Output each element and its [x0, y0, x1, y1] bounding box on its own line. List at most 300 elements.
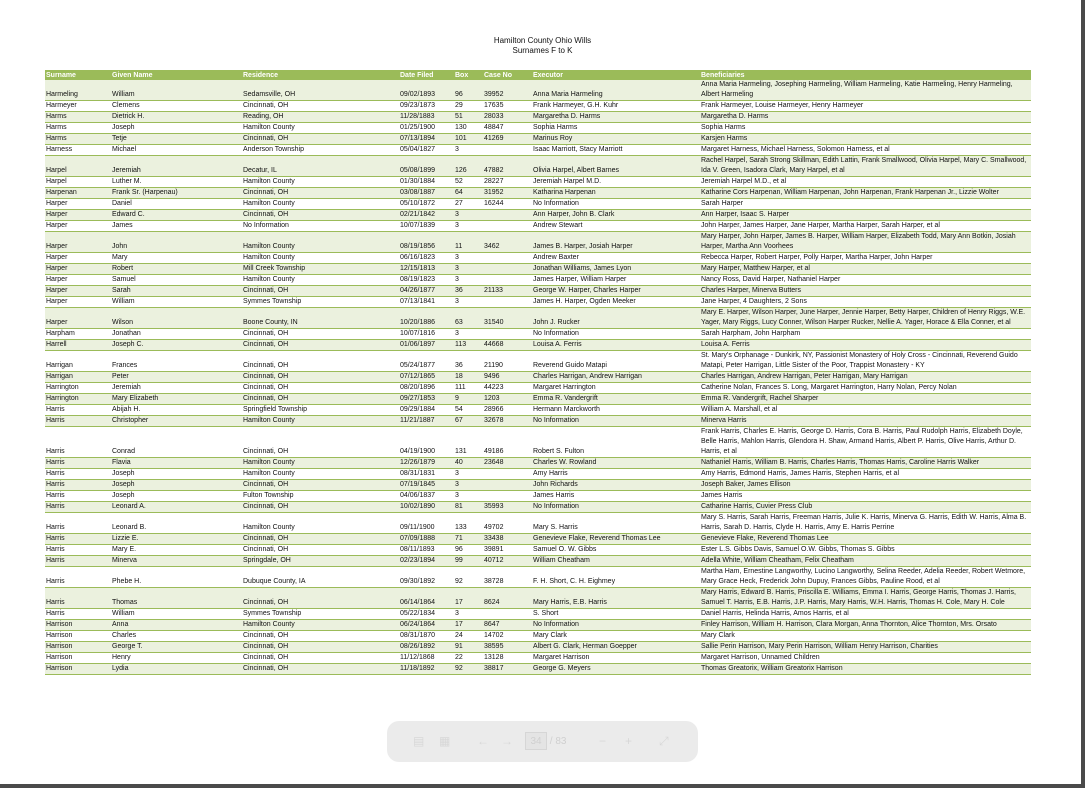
table-row [45, 458, 1031, 469]
cell-given-name: Frances [111, 351, 242, 372]
cell-given-name: Robert [111, 264, 242, 275]
cell-executor: Andrew Baxter [532, 253, 700, 264]
table-row [45, 588, 1031, 609]
cell-box: 131 [454, 427, 483, 458]
cell-executor: James H. Harper, Ogden Meeker [532, 297, 700, 308]
table-row [45, 416, 1031, 427]
cell-box: 29 [454, 101, 483, 112]
cell-residence: Cincinnati, OH [242, 134, 399, 145]
cell-residence: Hamilton County [242, 123, 399, 134]
cell-surname: Harms [45, 123, 111, 134]
cell-surname: Harper [45, 210, 111, 221]
table-row [45, 394, 1031, 405]
cell-beneficiaries: Margaretha D. Harms [700, 112, 1031, 123]
cell-given-name: Michael [111, 145, 242, 156]
cell-surname: Harmeling [45, 80, 111, 101]
cell-date-filed: 03/08/1887 [399, 188, 454, 199]
fit-page-icon[interactable]: ⤢ [659, 734, 669, 748]
cell-beneficiaries: Mary Clark [700, 631, 1031, 642]
cell-executor: S. Short [532, 609, 700, 620]
print-icon[interactable]: ▦ [439, 734, 451, 748]
cell-surname: Harris [45, 588, 111, 609]
cell-surname: Harrison [45, 653, 111, 664]
cell-beneficiaries: James Harris [700, 491, 1031, 502]
cell-residence: Cincinnati, OH [242, 502, 399, 513]
cell-box: 52 [454, 177, 483, 188]
cell-surname: Harms [45, 112, 111, 123]
cell-executor: Isaac Marriott, Stacy Marriott [532, 145, 700, 156]
table-row [45, 253, 1031, 264]
cell-date-filed: 08/19/1856 [399, 232, 454, 253]
cell-residence: Reading, OH [242, 112, 399, 123]
cell-surname: Harris [45, 491, 111, 502]
cell-beneficiaries: Frank Harmeyer, Louise Harmeyer, Henry Harmeyer [700, 101, 1031, 112]
table-row [45, 80, 1031, 101]
cell-given-name: Joseph [111, 469, 242, 480]
cell-beneficiaries: Finley Harrison, William H. Harrison, Clara Morgan, Anna Thornton, Alice Thornton, Mrs. Orsato [700, 620, 1031, 631]
cell-executor: William Cheatham [532, 556, 700, 567]
cell-surname: Harrison [45, 664, 111, 675]
cell-residence: Hamilton County [242, 232, 399, 253]
cell-executor: Margaret Harrison [532, 653, 700, 664]
cell-surname: Harpel [45, 156, 111, 177]
cell-case-no: 31952 [483, 188, 532, 199]
table-row [45, 502, 1031, 513]
cell-residence: Cincinnati, OH [242, 534, 399, 545]
cell-executor: Anna Maria Harmeling [532, 80, 700, 101]
cell-surname: Harris [45, 534, 111, 545]
cell-executor: James Harris [532, 491, 700, 502]
cell-date-filed: 04/19/1900 [399, 427, 454, 458]
cell-date-filed: 11/28/1883 [399, 112, 454, 123]
table-row [45, 631, 1031, 642]
cell-given-name: Wilson [111, 308, 242, 329]
cell-executor: No Information [532, 416, 700, 427]
zoom-in-icon[interactable]: + [625, 734, 633, 748]
cell-executor: No Information [532, 620, 700, 631]
cell-date-filed: 10/07/1816 [399, 329, 454, 340]
cell-residence: Dubuque County, IA [242, 567, 399, 588]
cell-surname: Harris [45, 609, 111, 620]
cell-box: 96 [454, 545, 483, 556]
cell-executor: No Information [532, 199, 700, 210]
cell-executor: Genevieve Flake, Reverend Thomas Lee [532, 534, 700, 545]
cell-residence: Fulton Township [242, 491, 399, 502]
cell-beneficiaries: Thomas Greatorix, William Greatorix Harrison [700, 664, 1031, 675]
table-row [45, 340, 1031, 351]
cell-case-no [483, 210, 532, 221]
cell-case-no [483, 329, 532, 340]
cell-beneficiaries: Ann Harper, Isaac S. Harper [700, 210, 1031, 221]
table-row [45, 134, 1031, 145]
cell-given-name: Christopher [111, 416, 242, 427]
cell-given-name: Joseph [111, 480, 242, 491]
cell-date-filed: 05/22/1834 [399, 609, 454, 620]
table-row [45, 232, 1031, 253]
cell-residence: Symmes Township [242, 609, 399, 620]
cell-case-no [483, 297, 532, 308]
cell-case-no: 28033 [483, 112, 532, 123]
next-page-icon[interactable]: → [501, 734, 513, 748]
cell-beneficiaries: Katharine Cors Harpenan, William Harpenan, John Harpenan, Frank Harpenan Jr., Lizzie Wolter [700, 188, 1031, 199]
cell-given-name: John [111, 232, 242, 253]
cell-case-no [483, 221, 532, 232]
table-row [45, 221, 1031, 232]
cell-date-filed: 09/30/1892 [399, 567, 454, 588]
cell-given-name: Lizzie E. [111, 534, 242, 545]
cell-residence: Cincinnati, OH [242, 480, 399, 491]
cell-case-no: 13128 [483, 653, 532, 664]
cell-given-name: Mary E. [111, 545, 242, 556]
table-row [45, 609, 1031, 620]
cell-executor: Ann Harper, John B. Clark [532, 210, 700, 221]
cell-surname: Harris [45, 469, 111, 480]
cell-residence: Hamilton County [242, 275, 399, 286]
cell-date-filed: 01/06/1897 [399, 340, 454, 351]
cell-case-no [483, 491, 532, 502]
table-row [45, 405, 1031, 416]
cell-surname: Harris [45, 567, 111, 588]
cell-given-name: George T. [111, 642, 242, 653]
cell-given-name: Lydia [111, 664, 242, 675]
cell-case-no: 9496 [483, 372, 532, 383]
table-row [45, 642, 1031, 653]
cell-beneficiaries: Emma R. Vandergrift, Rachel Sharper [700, 394, 1031, 405]
cell-beneficiaries: Catherine Nolan, Frances S. Long, Margaret Harrington, Harry Nolan, Percy Nolan [700, 383, 1031, 394]
cell-box: 18 [454, 372, 483, 383]
cell-date-filed: 05/08/1899 [399, 156, 454, 177]
cell-beneficiaries: Jeremiah Harpel M.D., et al [700, 177, 1031, 188]
cell-executor: Mary S. Harris [532, 513, 700, 534]
cell-beneficiaries: Daniel Harris, Helinda Harris, Amos Harris, et al [700, 609, 1031, 620]
cell-beneficiaries: William A. Marshall, et al [700, 405, 1031, 416]
cell-executor: Charles W. Rowland [532, 458, 700, 469]
cell-case-no: 38595 [483, 642, 532, 653]
table-row [45, 101, 1031, 112]
cell-date-filed: 09/23/1873 [399, 101, 454, 112]
cell-executor: Amy Harris [532, 469, 700, 480]
cell-box: 92 [454, 567, 483, 588]
cell-box: 54 [454, 405, 483, 416]
cell-surname: Harper [45, 232, 111, 253]
cell-executor: John Richards [532, 480, 700, 491]
cell-given-name: Jonathan [111, 329, 242, 340]
cell-given-name: Mary Elizabeth [111, 394, 242, 405]
cell-residence: Boone County, IN [242, 308, 399, 329]
cell-beneficiaries: Charles Harper, Minerva Butters [700, 286, 1031, 297]
cell-surname: Harris [45, 556, 111, 567]
cell-date-filed: 08/31/1831 [399, 469, 454, 480]
cell-beneficiaries: Sophia Harms [700, 123, 1031, 134]
cell-executor: Mary Harris, E.B. Harris [532, 588, 700, 609]
cell-case-no: 39952 [483, 80, 532, 101]
cell-box: 3 [454, 469, 483, 480]
cell-executor: Andrew Stewart [532, 221, 700, 232]
cell-residence: Hamilton County [242, 199, 399, 210]
cell-case-no: 49702 [483, 513, 532, 534]
table-row [45, 480, 1031, 491]
table-row [45, 112, 1031, 123]
cell-date-filed: 12/15/1813 [399, 264, 454, 275]
cell-residence: Cincinnati, OH [242, 631, 399, 642]
cell-date-filed: 09/11/1900 [399, 513, 454, 534]
cell-residence: Cincinnati, OH [242, 329, 399, 340]
cell-box: 96 [454, 80, 483, 101]
cell-date-filed: 08/26/1892 [399, 642, 454, 653]
cell-residence: Cincinnati, OH [242, 372, 399, 383]
cell-given-name: Conrad [111, 427, 242, 458]
table-row [45, 351, 1031, 372]
cell-case-no: 39891 [483, 545, 532, 556]
table-row [45, 556, 1031, 567]
cell-beneficiaries: St. Mary's Orphanage - Dunkirk, NY, Passionist Monastery of Holy Cross - Cincinnati, Reverend Guido Matapi, Peter Harrigan, Little Sister of the Poor, Trappist Monastery - KY [700, 351, 1031, 372]
cell-box: 92 [454, 664, 483, 675]
cell-date-filed: 04/26/1877 [399, 286, 454, 297]
cell-residence: Cincinnati, OH [242, 427, 399, 458]
cell-box: 11 [454, 232, 483, 253]
cell-beneficiaries: Mary E. Harper, Wilson Harper, June Harper, Jennie Harper, Betty Harper, Children of Henry Riggs, W.E. Yager, Mary Riggs, Lucy Conner, Wilson Harper Rucker, Nellie A. Yager, Horace & Ella Conner, et al [700, 308, 1031, 329]
cell-case-no: 28227 [483, 177, 532, 188]
cell-residence: Hamilton County [242, 513, 399, 534]
cell-beneficiaries: Rachel Harpel, Sarah Strong Skillman, Edith Lattin, Frank Smallwood, Olivia Harpel, Mary C. Smallwood, Ida V. Green, Isadora Clark, Mary Harpel, et al [700, 156, 1031, 177]
cell-given-name: Luther M. [111, 177, 242, 188]
cell-residence: Springfield Township [242, 405, 399, 416]
cell-surname: Harris [45, 502, 111, 513]
cell-beneficiaries: Mary Harper, Matthew Harper, et al [700, 264, 1031, 275]
table-row [45, 177, 1031, 188]
cell-given-name: Flavia [111, 458, 242, 469]
cell-residence: Cincinnati, OH [242, 286, 399, 297]
cell-box: 81 [454, 502, 483, 513]
cell-box: 3 [454, 210, 483, 221]
cell-box: 64 [454, 188, 483, 199]
cell-executor: Katharina Harpenan [532, 188, 700, 199]
cell-executor: Jeremiah Harpel M.D. [532, 177, 700, 188]
cell-box: 130 [454, 123, 483, 134]
cell-case-no: 44223 [483, 383, 532, 394]
cell-date-filed: 10/07/1839 [399, 221, 454, 232]
cell-date-filed: 07/13/1841 [399, 297, 454, 308]
cell-residence: Hamilton County [242, 469, 399, 480]
cell-surname: Harris [45, 513, 111, 534]
cell-box: 17 [454, 588, 483, 609]
cell-case-no [483, 609, 532, 620]
cell-surname: Harpham [45, 329, 111, 340]
cell-case-no: 48847 [483, 123, 532, 134]
cell-beneficiaries: Anna Maria Harmeling, Josephing Harmeling, William Harmeling, Katie Harmeling, Henry Harmeling, Albert Harmeling [700, 80, 1031, 101]
cell-residence: Springdale, OH [242, 556, 399, 567]
cell-box: 3 [454, 480, 483, 491]
cell-surname: Harness [45, 145, 111, 156]
cell-executor: George G. Meyers [532, 664, 700, 675]
table-row [45, 286, 1031, 297]
table-row [45, 156, 1031, 177]
cell-date-filed: 12/26/1879 [399, 458, 454, 469]
table-row [45, 210, 1031, 221]
cell-surname: Harrigan [45, 372, 111, 383]
cell-beneficiaries: Karsjen Harms [700, 134, 1031, 145]
table-row [45, 145, 1031, 156]
cell-residence: Sedamsville, OH [242, 80, 399, 101]
cell-case-no: 35993 [483, 502, 532, 513]
cell-box: 3 [454, 264, 483, 275]
cell-box: 113 [454, 340, 483, 351]
document-header [0, 36, 1085, 56]
cell-surname: Harris [45, 458, 111, 469]
cell-residence: Anderson Township [242, 145, 399, 156]
cell-surname: Harpel [45, 177, 111, 188]
cell-residence: Cincinnati, OH [242, 383, 399, 394]
column-header-residence: Residence [242, 70, 399, 80]
table-row [45, 329, 1031, 340]
cell-beneficiaries: Nathaniel Harris, William B. Harris, Charles Harris, Thomas Harris, Caroline Harris Walker [700, 458, 1031, 469]
cell-box: 71 [454, 534, 483, 545]
cell-executor: Margaret Harrington [532, 383, 700, 394]
cell-residence: Cincinnati, OH [242, 588, 399, 609]
cell-given-name: Mary [111, 253, 242, 264]
cell-residence: Cincinnati, OH [242, 351, 399, 372]
cell-executor: Samuel O. W. Gibbs [532, 545, 700, 556]
cell-residence: Hamilton County [242, 620, 399, 631]
cell-given-name: Joseph [111, 491, 242, 502]
cell-case-no [483, 480, 532, 491]
cell-executor: Emma R. Vandergrift [532, 394, 700, 405]
table-row [45, 308, 1031, 329]
cell-given-name: Charles [111, 631, 242, 642]
cell-beneficiaries: Mary Harris, Edward B. Harris, Priscilla E. Williams, Emma I. Harris, George Harris, Thomas J. Harris, Samuel T. Harris, E.B. Harris, J.P. Harris, Mary Harris, W.H. Harris, Thomas H. Cole, Mary H. Cole [700, 588, 1031, 609]
cell-executor: Albert G. Clark, Herman Goepper [532, 642, 700, 653]
cell-case-no: 23648 [483, 458, 532, 469]
cell-residence: Hamilton County [242, 458, 399, 469]
cell-given-name: Dietrick H. [111, 112, 242, 123]
cell-executor: No Information [532, 329, 700, 340]
cell-executor: Charles Harrigan, Andrew Harrigan [532, 372, 700, 383]
cell-date-filed: 05/04/1827 [399, 145, 454, 156]
table-row [45, 188, 1031, 199]
cell-date-filed: 11/21/1887 [399, 416, 454, 427]
cell-box: 111 [454, 383, 483, 394]
cell-given-name: Clemens [111, 101, 242, 112]
cell-given-name: Sarah [111, 286, 242, 297]
cell-beneficiaries: Charles Harrigan, Andrew Harrigan, Peter Harrigan, Mary Harrigan [700, 372, 1031, 383]
page-indicator [525, 732, 585, 750]
column-header-beneficiaries: Beneficiaries [700, 70, 1031, 80]
total-pages: / 83 [549, 736, 567, 747]
table-row [45, 383, 1031, 394]
cell-given-name: James [111, 221, 242, 232]
cell-executor: No Information [532, 502, 700, 513]
cell-date-filed: 02/23/1894 [399, 556, 454, 567]
cell-given-name: Abijah H. [111, 405, 242, 416]
cell-residence: Hamilton County [242, 253, 399, 264]
column-header-given-name: Given Name [111, 70, 242, 80]
cell-given-name: Jeremiah [111, 383, 242, 394]
cell-executor: Margaretha D. Harms [532, 112, 700, 123]
zoom-out-icon[interactable]: − [599, 734, 607, 748]
cell-case-no [483, 253, 532, 264]
cell-box: 24 [454, 631, 483, 642]
cell-residence: Decatur, IL [242, 156, 399, 177]
cell-surname: Harrington [45, 394, 111, 405]
table-row [45, 513, 1031, 534]
pdf-viewer-toolbar[interactable] [387, 721, 698, 762]
wills-table [45, 70, 1031, 675]
cell-box: 40 [454, 458, 483, 469]
cell-executor: James Harper, William Harper [532, 275, 700, 286]
cell-case-no: 28966 [483, 405, 532, 416]
cell-box: 9 [454, 394, 483, 405]
cell-residence: Cincinnati, OH [242, 188, 399, 199]
cell-date-filed: 06/24/1864 [399, 620, 454, 631]
cell-date-filed: 05/10/1872 [399, 199, 454, 210]
cell-case-no [483, 275, 532, 286]
column-header-box: Box [454, 70, 483, 80]
cell-date-filed: 04/06/1837 [399, 491, 454, 502]
table-row [45, 264, 1031, 275]
column-header-executor: Executor [532, 70, 700, 80]
cell-surname: Harmeyer [45, 101, 111, 112]
cell-given-name: Samuel [111, 275, 242, 286]
cell-beneficiaries: Mary S. Harris, Sarah Harris, Freeman Harris, Julie K. Harris, Minerva G. Harris, Edith W. Harris, Alma B. Harris, Sarah D. Harris, Clyde H. Harris, Amy E. Harris Perrine [700, 513, 1031, 534]
cell-residence: Cincinnati, OH [242, 653, 399, 664]
cell-date-filed: 08/31/1870 [399, 631, 454, 642]
previous-page-icon[interactable]: ← [477, 734, 489, 748]
current-page-input[interactable]: 34 [525, 732, 547, 750]
frame-border-bottom [0, 784, 1085, 788]
cell-residence: Cincinnati, OH [242, 394, 399, 405]
cell-box: 3 [454, 221, 483, 232]
cell-box: 51 [454, 112, 483, 123]
cell-given-name: Jeremiah [111, 156, 242, 177]
cell-beneficiaries: Minerva Harris [700, 416, 1031, 427]
cell-executor: Mary Clark [532, 631, 700, 642]
cell-given-name: Minerva [111, 556, 242, 567]
cell-given-name: William [111, 297, 242, 308]
cell-beneficiaries: Amy Harris, Edmond Harris, James Harris, Stephen Harris, et al [700, 469, 1031, 480]
cell-box: 17 [454, 620, 483, 631]
cell-case-no: 8624 [483, 588, 532, 609]
save-icon[interactable]: ▤ [413, 734, 425, 748]
document-subtitle: Surnames F to K [512, 46, 573, 55]
cell-case-no: 8647 [483, 620, 532, 631]
cell-case-no: 40712 [483, 556, 532, 567]
cell-date-filed: 09/27/1853 [399, 394, 454, 405]
cell-date-filed: 07/13/1894 [399, 134, 454, 145]
cell-case-no: 38728 [483, 567, 532, 588]
cell-beneficiaries: Rebecca Harper, Robert Harper, Polly Harper, Martha Harper, John Harper [700, 253, 1031, 264]
table-row [45, 427, 1031, 458]
table-row [45, 653, 1031, 664]
cell-beneficiaries: Frank Harris, Charles E. Harris, George D. Harris, Cora B. Harris, Paul Rudolph Harris, Elizabeth Doyle, Belle Harris, Mahlon Harris, Glendora H. Shaw, Armand Harris, Albert P. Harris, Olive Harris, Arthur D. Harris, et al [700, 427, 1031, 458]
cell-date-filed: 07/09/1888 [399, 534, 454, 545]
cell-beneficiaries: Sarah Harpham, John Harpham [700, 329, 1031, 340]
cell-date-filed: 08/11/1893 [399, 545, 454, 556]
cell-box: 101 [454, 134, 483, 145]
cell-box: 22 [454, 653, 483, 664]
cell-surname: Harris [45, 427, 111, 458]
cell-box: 63 [454, 308, 483, 329]
table-row [45, 469, 1031, 480]
cell-surname: Harpenan [45, 188, 111, 199]
cell-given-name: Tetje [111, 134, 242, 145]
cell-box: 3 [454, 275, 483, 286]
cell-surname: Harrell [45, 340, 111, 351]
cell-beneficiaries: Nancy Ross, David Harper, Nathaniel Harper [700, 275, 1031, 286]
cell-given-name: Leonard A. [111, 502, 242, 513]
cell-box: 36 [454, 351, 483, 372]
cell-given-name: Frank Sr. (Harpenau) [111, 188, 242, 199]
cell-case-no: 21190 [483, 351, 532, 372]
